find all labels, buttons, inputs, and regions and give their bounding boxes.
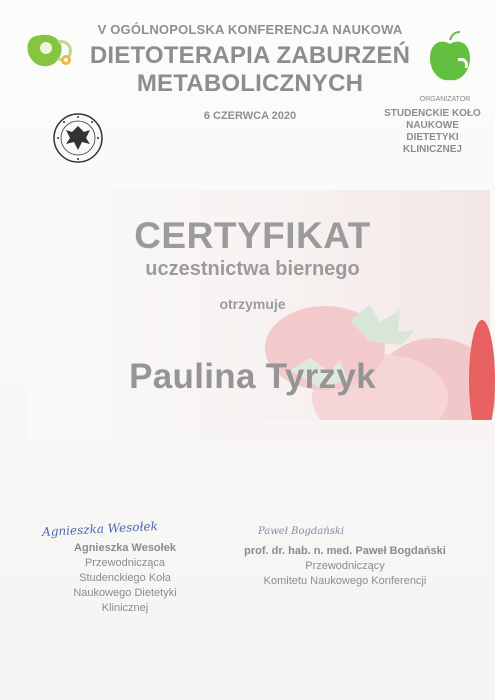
- left-signatory-role1: Przewodnicząca: [84, 557, 166, 569]
- right-signatory-name: prof. dr. hab. n. med. Paweł Bogdański: [244, 545, 446, 557]
- certificate-subtitle: uczestnictwa biernego: [145, 258, 360, 280]
- organizer-label: ORGANIZATOR: [419, 96, 471, 103]
- organizer-line1: STUDENCKIE KOŁO: [384, 108, 481, 119]
- left-signatory-role4: Klinicznej: [101, 602, 149, 614]
- left-handwritten-signature: Agnieszka Wesołek: [41, 518, 159, 540]
- organizer-line4: KLINICZNEJ: [403, 144, 462, 155]
- right-signatory: [230, 544, 460, 589]
- organizer-name: [380, 108, 485, 156]
- conference-edition: V OGÓLNOPOLSKA KONFERENCJA NAUKOWA: [97, 22, 403, 37]
- conference-title-line1: DIETOTERAPIA ZABURZEŃ: [89, 42, 411, 69]
- left-signatory-role3: Naukowego Dietetyki: [73, 587, 177, 599]
- conference-logo: [22, 30, 76, 72]
- left-signatory-name: Agnieszka Wesołek: [74, 542, 176, 554]
- right-signatory-role1: Przewodniczący: [305, 560, 385, 572]
- right-signatory-role2: Komitetu Naukowego Konferencji: [263, 575, 427, 587]
- conference-date: 6 CZERWCA 2020: [203, 110, 297, 122]
- conference-title-line2: METABOLICZNYCH: [136, 70, 364, 97]
- university-seal: [52, 112, 104, 164]
- organizer-line3: DIETETYKI: [406, 132, 459, 143]
- certificate-receives: otrzymuje: [219, 296, 286, 312]
- conference-title: [88, 42, 412, 98]
- certificate-title: CERTYFIKAT: [134, 215, 371, 256]
- recipient-name: Paulina Tyrzyk: [129, 357, 376, 396]
- organizer-line2: NAUKOWE: [406, 120, 459, 131]
- right-handwritten-signature: Paweł Bogdański: [258, 526, 345, 537]
- left-signatory: [40, 541, 210, 616]
- apple-logo: [428, 30, 472, 86]
- left-signatory-role2: Studenckiego Koła: [79, 572, 171, 584]
